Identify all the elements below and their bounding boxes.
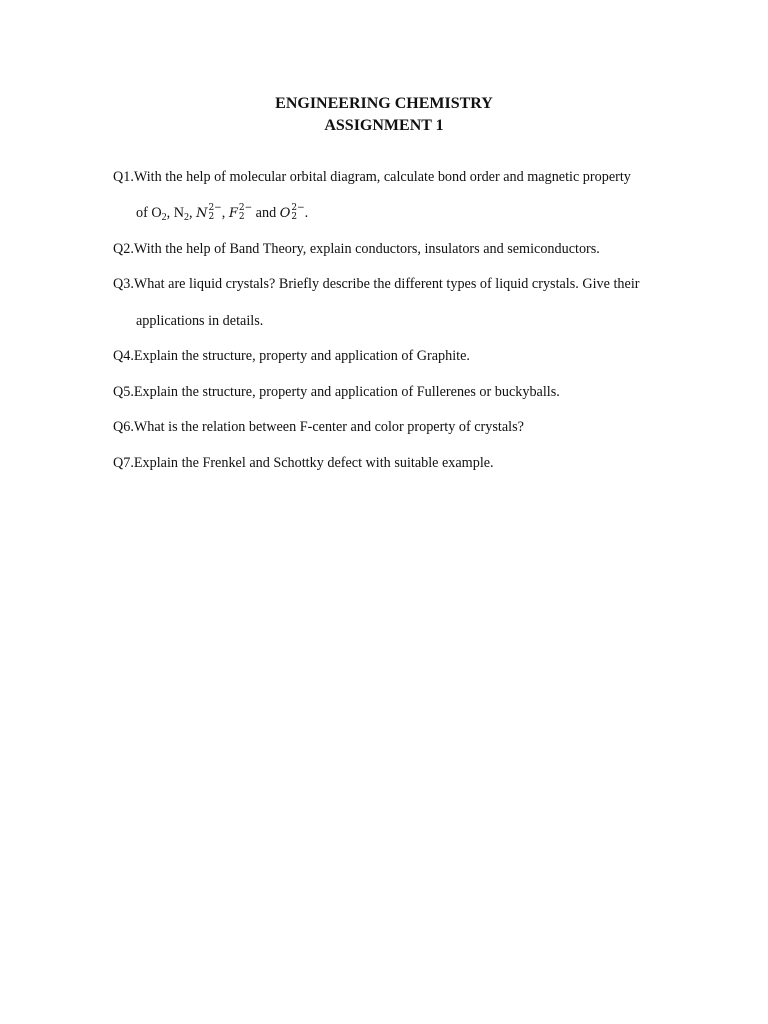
question-number: Q7. <box>113 455 134 471</box>
question-text: With the help of molecular orbital diagram, calculate bond order and magnetic property <box>133 169 631 185</box>
question-7 <box>113 454 494 472</box>
question-text: What is the relation between F-center and color property of crystals? <box>133 419 524 435</box>
question-4 <box>113 347 470 365</box>
o2-ion-formula: O 2− 2 <box>279 202 305 222</box>
question-6 <box>113 418 524 436</box>
question-text: What are liquid crystals? Briefly describe the different types of liquid crystals. Give their <box>133 276 640 292</box>
question-text: Explain the structure, property and application of Fullerenes or buckyballs. <box>133 384 560 400</box>
question-number: Q3. <box>113 276 134 292</box>
n2-ion-formula: N 2− 2 <box>196 202 222 222</box>
question-number: Q5. <box>113 384 134 400</box>
question-number: Q2. <box>113 241 134 257</box>
question-number: Q4. <box>113 348 134 364</box>
question-1 <box>113 168 631 186</box>
question-1-continuation: of $O_2$, $N_2$, N 2− 2 , F 2− 2 and O 2− 2 . <box>136 202 309 223</box>
document-title: ENGINEERING CHEMISTRY <box>275 95 493 112</box>
question-text: Explain the structure, property and application of Graphite. <box>133 348 470 364</box>
question-3-continuation: applications in details. <box>136 313 264 329</box>
question-text: Explain the Frenkel and Schottky defect with suitable example. <box>133 455 494 471</box>
question-number: Q6. <box>113 419 134 435</box>
document-subtitle: ASSIGNMENT 1 <box>324 117 444 134</box>
question-number: Q1. <box>113 169 134 185</box>
question-3 <box>113 275 640 293</box>
question-2 <box>113 240 600 258</box>
f2-ion-formula: F 2− 2 <box>228 202 253 222</box>
question-text: With the help of Band Theory, explain conductors, insulators and semiconductors. <box>133 241 600 257</box>
question-5 <box>113 383 560 401</box>
